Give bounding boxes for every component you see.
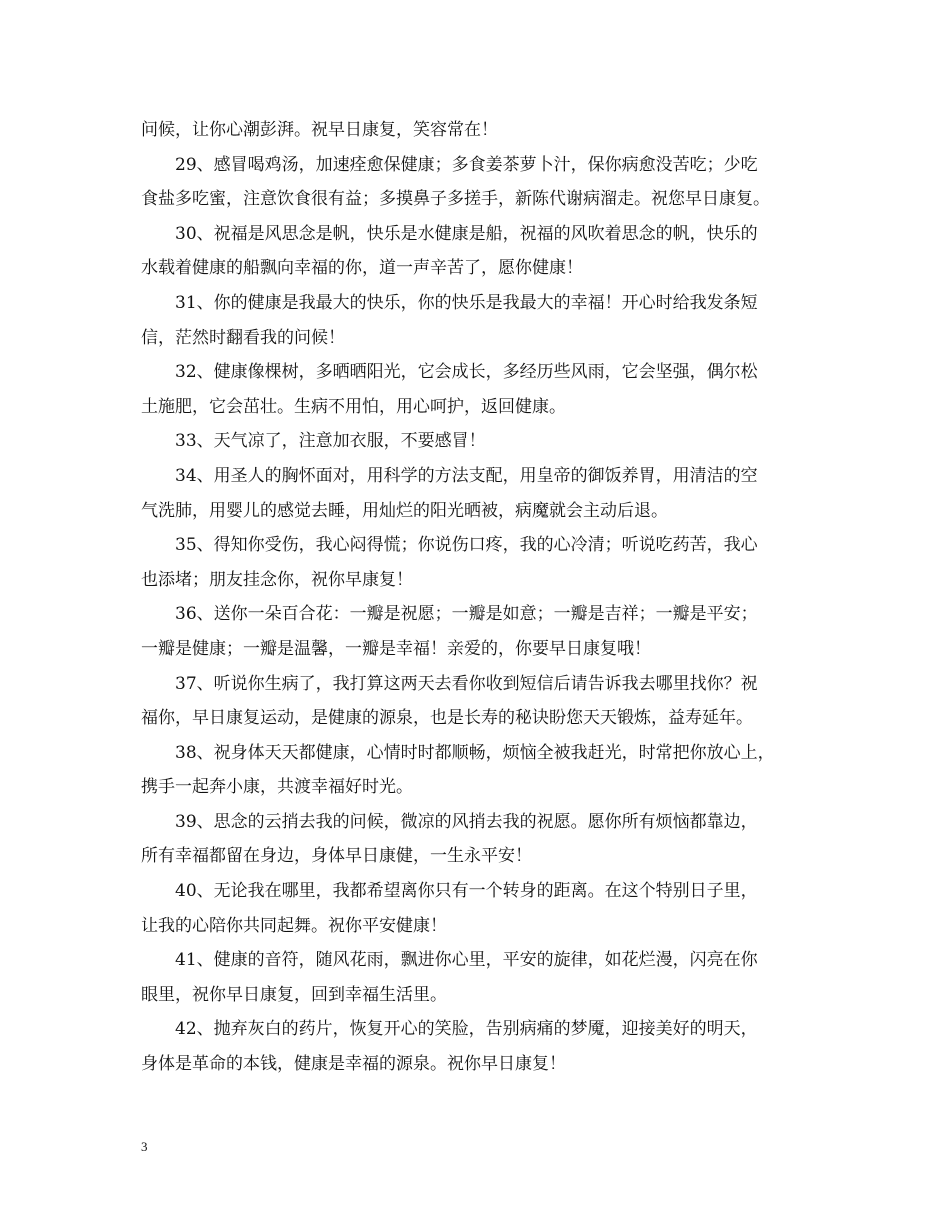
text-line: 41、健康的音符，随风花雨，飘进你心里，平安的旋律，如花烂漫，闪亮在你 [175, 950, 758, 971]
text-line: 所有幸福都留在身边，身体早日康健，一生永平安！ [141, 846, 532, 867]
text-line: 气洗肺，用婴儿的感觉去睡，用灿烂的阳光晒被，病魔就会主动后退。 [141, 500, 668, 521]
text-line: 一瓣是健康；一瓣是温馨，一瓣是幸福！亲爱的，你要早日康复哦！ [141, 638, 651, 659]
text-line: 40、无论我在哪里，我都希望离你只有一个转身的距离。在这个特别日子里， [175, 881, 758, 902]
text-line: 33、天气凉了，注意加衣服，不要感冒！ [175, 431, 486, 452]
text-line: 34、用圣人的胸怀面对，用科学的方法支配，用皇帝的御饭养胃，用清洁的空 [175, 465, 758, 486]
text-line: 眼里，祝你早日康复，回到幸福生活里。 [141, 984, 447, 1005]
text-line: 身体是革命的本钱，健康是幸福的源泉。祝你早日康复！ [141, 1054, 566, 1075]
text-line: 也添堵；朋友挂念你，祝你早康复！ [141, 569, 413, 590]
text-line: 信，茫然时翻看我的问候！ [141, 327, 345, 348]
text-line: 水载着健康的船飘向幸福的你，道一声辛苦了，愿你健康！ [141, 258, 583, 279]
text-line: 38、祝身体天天都健康，心情时时都顺畅，烦恼全被我赶光，时常把你放心上， [175, 742, 775, 763]
text-line: 32、健康像棵树，多晒晒阳光，它会成长，多经历些风雨，它会坚强，偶尔松 [175, 362, 758, 383]
text-line: 42、抛弃灰白的药片，恢复开心的笑脸，告别病痛的梦魇，迎接美好的明天， [175, 1019, 758, 1040]
text-line: 食盐多吃蜜，注意饮食很有益；多摸鼻子多搓手，新陈代谢病溜走。祝您早日康复。 [141, 189, 770, 210]
text-line: 问候，让你心潮彭湃。祝早日康复，笑容常在！ [141, 120, 498, 140]
text-line: 37、听说你生病了，我打算这两天去看你收到短信后请告诉我去哪里找你？祝 [175, 673, 758, 694]
text-line: 土施肥，它会茁壮。生病不用怕，用心呵护，返回健康。 [141, 396, 566, 417]
text-line: 35、得知你受伤，我心闷得慌；你说伤口疼，我的心冷清；听说吃药苦，我心 [175, 535, 758, 556]
text-line: 29、感冒喝鸡汤，加速痊愈保健康；多食姜茶萝卜汁，保你病愈没苦吃；少吃 [175, 154, 758, 175]
text-line: 31、你的健康是我最大的快乐，你的快乐是我最大的幸福！开心时给我发条短 [175, 292, 758, 313]
text-line: 39、思念的云捎去我的问候，微凉的风捎去我的祝愿。愿你所有烦恼都靠边， [175, 811, 758, 832]
page-number: 3 [141, 1139, 148, 1154]
text-line: 30、祝福是风思念是帆，快乐是水健康是船，祝福的风吹着思念的帆，快乐的 [175, 223, 758, 244]
text-line: 让我的心陪你共同起舞。祝你平安健康！ [141, 915, 447, 936]
text-line: 36、送你一朵百合花：一瓣是祝愿；一瓣是如意；一瓣是吉祥；一瓣是平安； [175, 604, 758, 625]
document-body [141, 113, 819, 1082]
text-line: 携手一起奔小康，共渡幸福好时光。 [141, 777, 413, 798]
text-line: 福你，早日康复运动，是健康的源泉，也是长寿的秘诀盼您天天锻炼，益寿延年。 [141, 708, 753, 729]
